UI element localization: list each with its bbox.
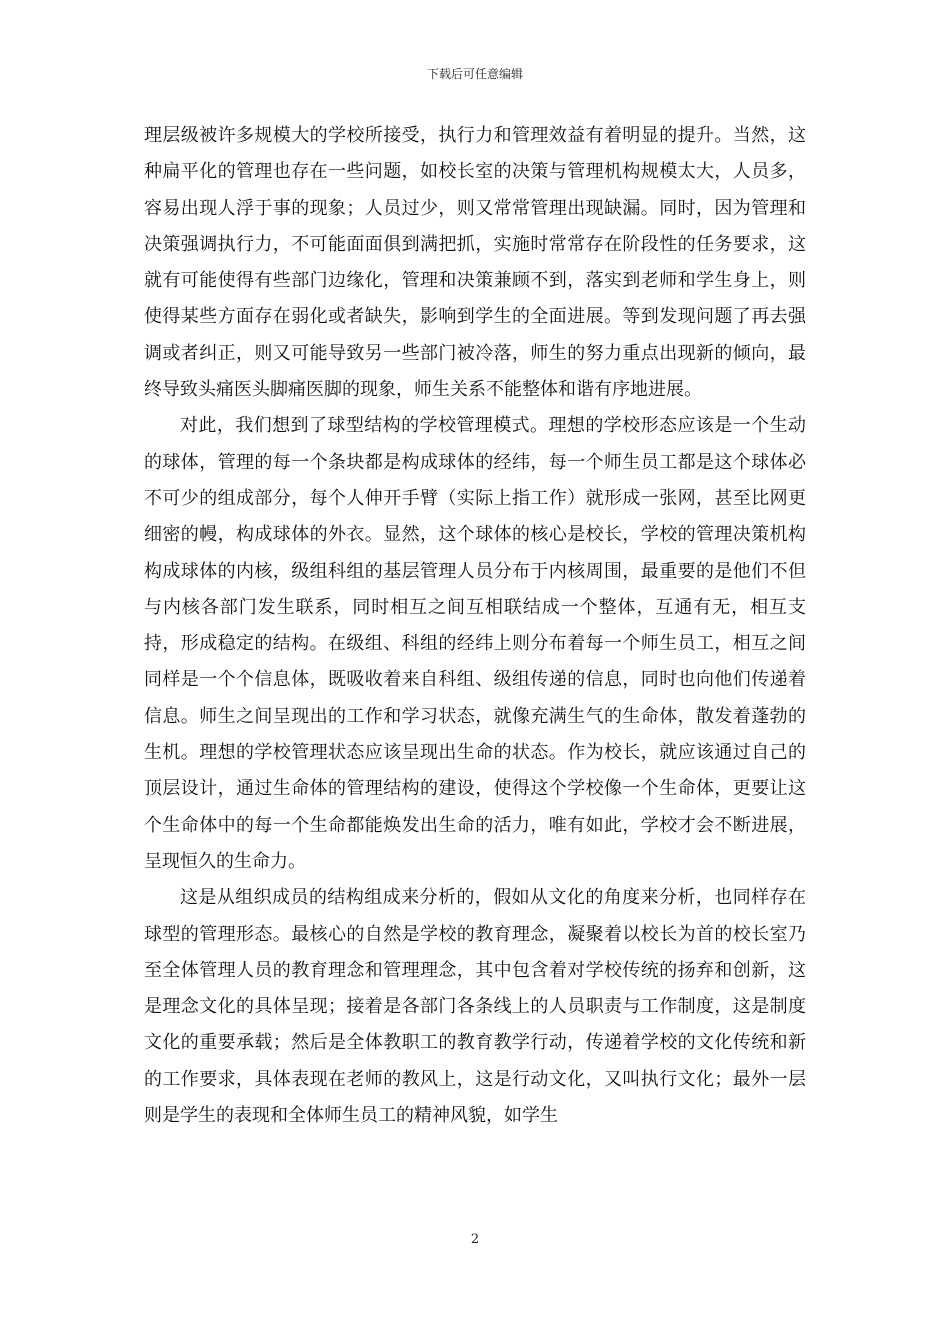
page-number: 2 (470, 1232, 480, 1247)
document-body (144, 118, 806, 1134)
page-header-note: 下载后可任意编辑 (426, 67, 523, 81)
paragraph-culture-analysis: 这是从组织成员的结构组成来分析的，假如从文化的角度来分析，也同样存在球型的管理形态。最核心的自然是学校的教育理念，凝聚着以校长为首的校长室乃至全体管理人员的教育理念和管理理念，其中包含着对学校传统的扬弃和创新，这是理念文化的具体呈现；接着是各部门各条线上的人员职责与工作制度，这是制度文化的重要承载；然后是全体教职工的教育教学行动，传递着学校的文化传统和新的工作要求，具体表现在老师的教风上，这是行动文化，又叫执行文化；最外一层则是学生的表现和全体师生员工的精神风貌，如学生 (144, 887, 806, 1127)
paragraph-sphere-structure: 对此，我们想到了球型结构的学校管理模式。理想的学校形态应该是一个生动的球体，管理的每一个条块都是构成球体的经纬，每一个师生员工都是这个球体必不可少的组成部分，每个人伸开手臂（实际上指工作）就形成一张网，甚至比网更细密的幔，构成球体的外衣。显然，这个球体的核心是校长，学校的管理决策机构构成球体的内核，级组科组的基层管理人员分布于内核周围，最重要的是他们不但与内核各部门发生联系，同时相互之间互相联结成一个整体，互通有无，相互支持，形成稳定的结构。在级组、科组的经纬上则分布着每一个师生员工，相互之间同样是一个个信息体，既吸收着来自科组、级组传递的信息，同时也向他们传递着信息。师生之间呈现出的工作和学习状态，就像充满生气的生命体，散发着蓬勃的生机。理想的学校管理状态应该呈现出生命的状态。作为校长，就应该通过自己的顶层设计，通过生命体的管理结构的建设，使得这个学校像一个生命体，更要让这个生命体中的每一个生命都能焕发出生命的活力，唯有如此，学校才会不断进展，呈现恒久的生命力。 (144, 415, 806, 872)
paragraph-continued: 理层级被许多规模大的学校所接受，执行力和管理效益有着明显的提升。当然，这种扁平化的管理也存在一些问题，如校长室的决策与管理机构规模太大，人员多，容易出现人浮于事的现象；人员过少，则又常常管理出现缺漏。同时，因为管理和决策强调执行力，不可能面面俱到满把抓，实施时常常存在阶段性的任务要求，这就有可能使得有些部门边缘化，管理和决策兼顾不到，落实到老师和学生身上，则使得某些方面存在弱化或者缺失，影响到学生的全面进展。等到发现问题了再去强调或者纠正，则又可能导致另一些部门被冷落，师生的努力重点出现新的倾向，最终导致头痛医头脚痛医脚的现象，师生关系不能整体和谐有序地进展。 (144, 125, 806, 401)
